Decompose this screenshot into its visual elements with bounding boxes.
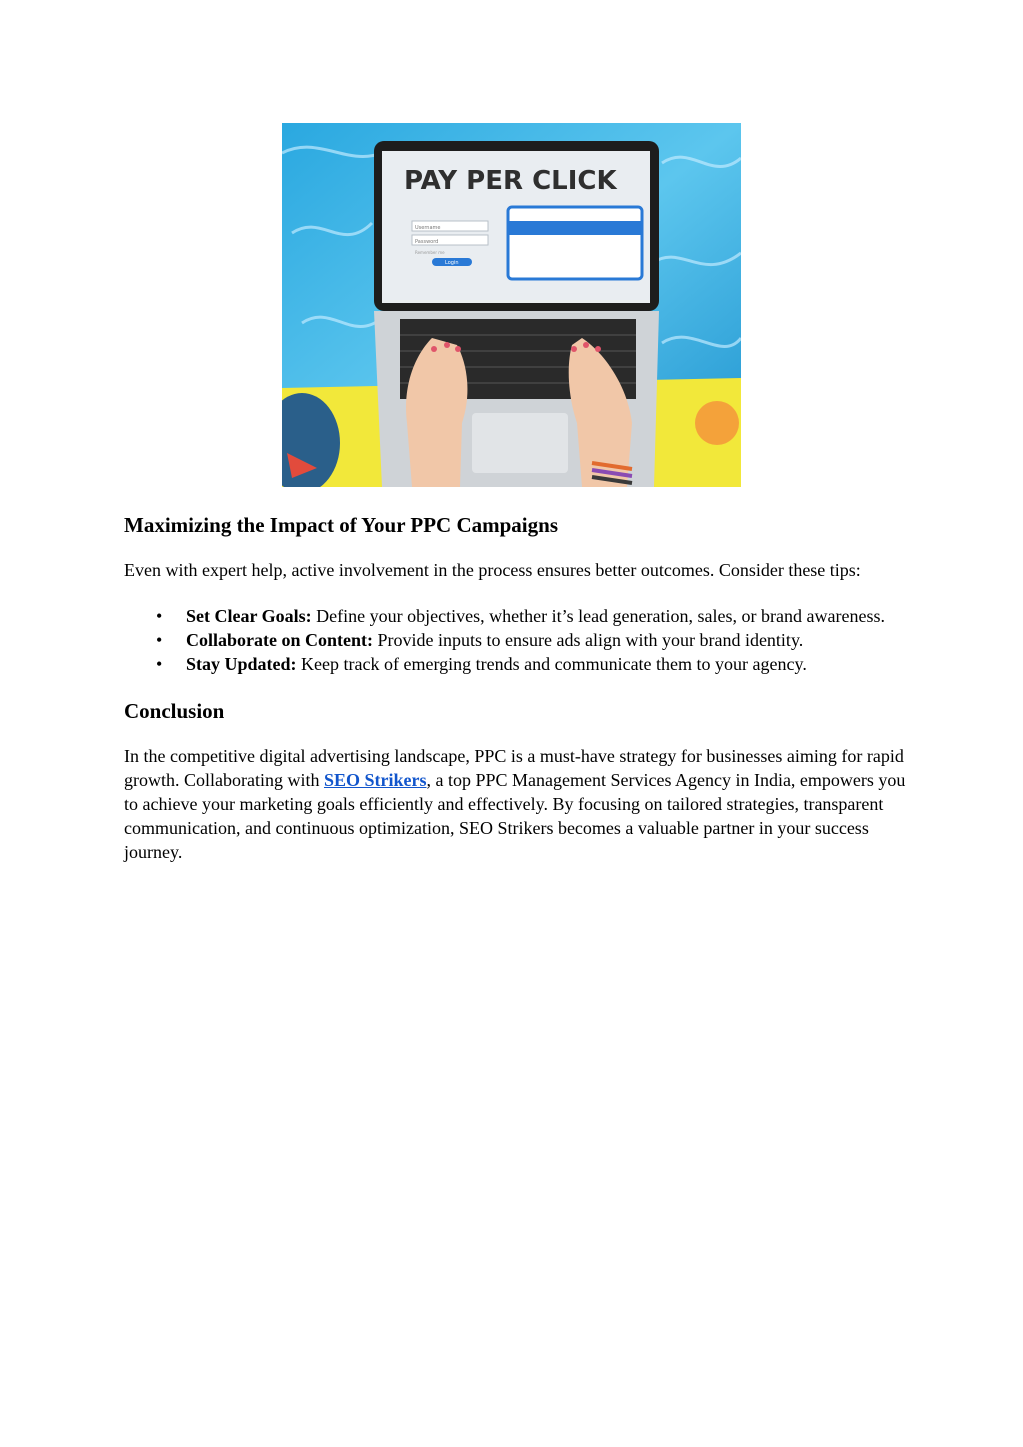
remember-label: Remember me	[415, 250, 445, 255]
login-button-label: Login	[445, 260, 459, 266]
screen-title: PAY PER CLICK	[404, 166, 617, 196]
tip-text: Provide inputs to ensure ads align with your brand identity.	[373, 630, 804, 650]
section-heading-conclusion: Conclusion	[124, 699, 225, 723]
conclusion-paragraph	[124, 744, 914, 864]
list-item	[156, 652, 914, 676]
hero-image	[282, 123, 741, 487]
trackpad	[472, 413, 568, 473]
bullet-icon: •	[156, 606, 163, 626]
tip-text: Define your objectives, whether it’s lead generation, sales, or brand awareness.	[311, 606, 885, 626]
tip-text: Keep track of emerging trends and communicate them to your agency.	[296, 654, 807, 674]
article-content	[124, 510, 914, 864]
tip-title: Stay Updated:	[186, 654, 297, 674]
blue-card	[508, 207, 642, 279]
card-stripe	[508, 221, 642, 235]
section-heading-impact: Maximizing the Impact of Your PPC Campaigns	[124, 513, 558, 537]
list-item	[156, 604, 914, 628]
bullet-icon: •	[156, 630, 163, 650]
keyboard-keys	[406, 325, 630, 326]
intro-paragraph: Even with expert help, active involvement in the process ensures better outcomes. Consider these tips:	[124, 560, 861, 580]
tip-title: Collaborate on Content:	[186, 630, 373, 650]
bullet-icon: •	[156, 654, 163, 674]
conclusion-text-after-link: , a top PPC Management Services Agency in India, empowers you to achieve your marketing goals efficiently and effectively. By focusing on tailored strategies, transparent communication, and continuous optimization, SEO Strikers becomes a valuable partner in your success journey.	[124, 770, 906, 862]
tip-title: Set Clear Goals:	[186, 606, 312, 626]
seo-strikers-link[interactable]: SEO Strikers	[323, 770, 427, 790]
username-label: Username	[415, 225, 441, 231]
conclusion-text-before-link: In the competitive digital advertising landscape, PPC is a must-have strategy for businesses aiming for rapid growth. Collaborating with	[124, 746, 904, 790]
list-item	[156, 628, 914, 652]
password-label: Password	[415, 239, 439, 245]
drink-glass	[695, 401, 739, 445]
tips-list	[124, 604, 914, 676]
ppc-laptop-illustration	[282, 123, 741, 487]
